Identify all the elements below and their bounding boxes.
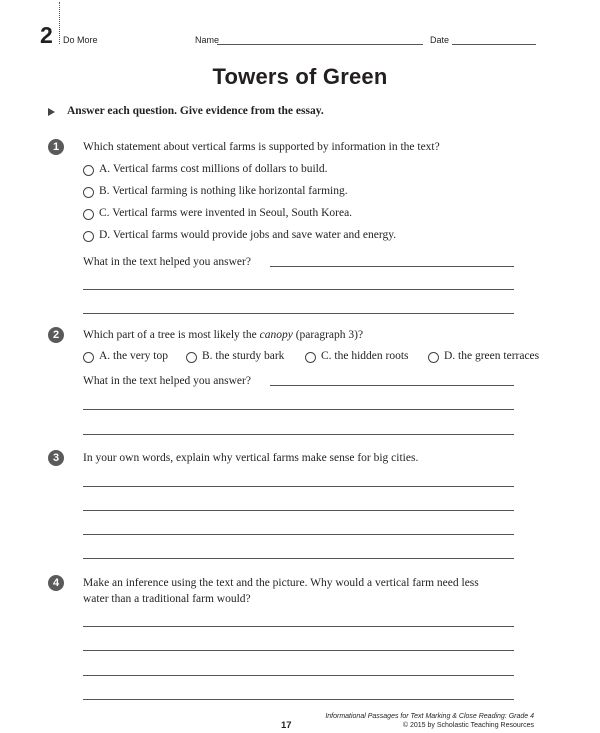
q1-option-d-radio[interactable] — [83, 231, 94, 242]
q2-option-c-radio[interactable] — [305, 352, 316, 363]
q1-answer-line[interactable] — [83, 289, 514, 290]
footer-copyright: © 2015 by Scholastic Teaching Resources — [402, 722, 534, 729]
instruction-text: Answer each question. Give evidence from the essay. — [67, 105, 324, 117]
q2-option-b-label: B. the sturdy bark — [202, 350, 285, 362]
q1-option-b-label: B. Vertical farming is nothing like horizontal farming. — [99, 185, 348, 197]
q3-answer-line[interactable] — [83, 486, 514, 487]
q1-evidence-line[interactable] — [270, 266, 514, 267]
q2-option-d-label: D. the green terraces — [444, 350, 540, 362]
q1-option-c-label: C. Vertical farms were invented in Seoul, South Korea. — [99, 207, 353, 219]
q2-option-c-label: C. the hidden roots — [321, 350, 409, 362]
unit-number: 2 — [40, 22, 53, 48]
date-field[interactable] — [452, 44, 536, 45]
page-title: Towers of Green — [212, 64, 388, 89]
date-label: Date — [430, 35, 450, 45]
header-divider — [59, 2, 60, 44]
q1-option-a-label: A. Vertical farms cost millions of dollars to build. — [99, 163, 328, 175]
name-field[interactable] — [217, 44, 423, 45]
q4-answer-line[interactable] — [83, 699, 514, 700]
question-2-number: 2 — [48, 327, 64, 343]
q4-answer-line[interactable] — [83, 675, 514, 676]
q1-option-d-label: D. Vertical farms would provide jobs and save water and energy. — [99, 229, 397, 241]
question-2-text: Which part of a tree is most likely the canopy (paragraph 3)? — [83, 329, 364, 341]
q2-option-d-radio[interactable] — [428, 352, 439, 363]
q3-answer-line[interactable] — [83, 534, 514, 535]
q1-option-c-radio[interactable] — [83, 209, 94, 220]
q4-answer-line[interactable] — [83, 650, 514, 651]
question-1-text: Which statement about vertical farms is supported by information in the text? — [83, 141, 440, 153]
q3-answer-line[interactable] — [83, 558, 514, 559]
instruction-arrow-icon — [48, 108, 55, 116]
question-4-text-line-1: Make an inference using the text and the picture. Why would a vertical farm need less — [83, 577, 479, 589]
q1-option-b-radio[interactable] — [83, 187, 94, 198]
question-1-number: 1 — [48, 139, 64, 155]
q2-evidence-line[interactable] — [270, 385, 514, 386]
name-label: Name — [195, 35, 220, 45]
q4-answer-line[interactable] — [83, 626, 514, 627]
q2-answer-line[interactable] — [83, 434, 514, 435]
q2-evidence-prompt: What in the text helped you answer? — [83, 375, 251, 387]
unit-label: Do More — [63, 35, 98, 45]
q1-evidence-prompt: What in the text helped you answer? — [83, 256, 251, 268]
question-3-text: In your own words, explain why vertical farms make sense for big cities. — [83, 452, 419, 464]
q2-option-a-label: A. the very top — [99, 350, 168, 362]
q2-option-a-radio[interactable] — [83, 352, 94, 363]
q1-answer-line[interactable] — [83, 313, 514, 314]
question-4-number: 4 — [48, 575, 64, 591]
q2-answer-line[interactable] — [83, 409, 514, 410]
question-4-text-line-2: water than a traditional farm would? — [83, 593, 251, 605]
footer-book-title: Informational Passages for Text Marking & Close Reading: Grade 4 — [325, 713, 534, 720]
q3-answer-line[interactable] — [83, 510, 514, 511]
q2-option-b-radio[interactable] — [186, 352, 197, 363]
page-number: 17 — [281, 720, 292, 731]
question-3-number: 3 — [48, 450, 64, 466]
q1-option-a-radio[interactable] — [83, 165, 94, 176]
